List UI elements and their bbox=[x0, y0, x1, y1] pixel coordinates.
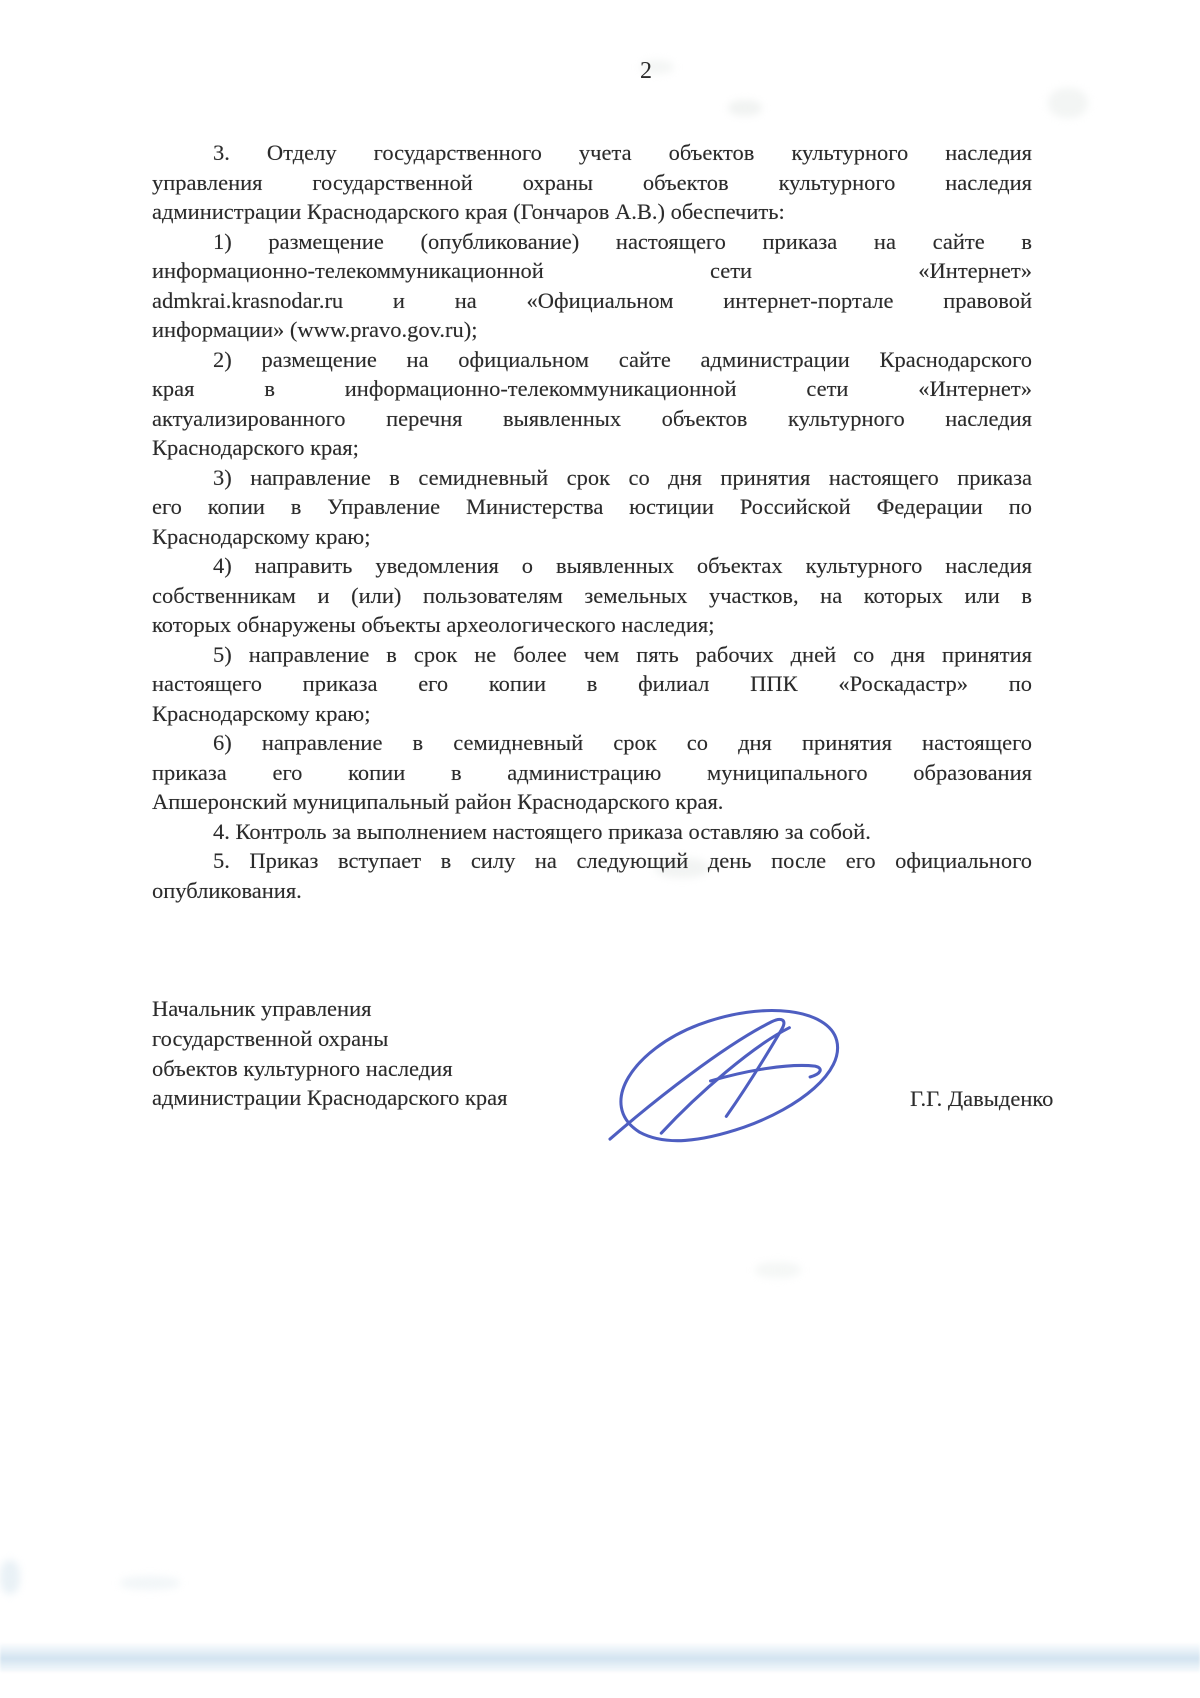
text-line: управления государственной охраны объектов культурного наследия bbox=[152, 169, 1032, 195]
subitem-3 bbox=[152, 463, 1032, 552]
text-line: его копии в Управление Министерства юстиции Российской Федерации по bbox=[152, 494, 1032, 519]
text-line: 2) размещение на официальном сайте администрации Краснодарского bbox=[213, 346, 1032, 372]
text-line: края в информационно-телекоммуникационной сети «Интернет» bbox=[152, 376, 1032, 401]
page-number: 2 bbox=[640, 58, 652, 84]
signatory-title bbox=[152, 994, 622, 1113]
text-line: опубликования. bbox=[152, 877, 302, 903]
text-line: информационно-телекоммуникационной сети «Интернет» bbox=[152, 258, 1032, 283]
scan-band-artifact bbox=[0, 1642, 1200, 1672]
text-line: 4) направить уведомления о выявленных объектах культурного наследия bbox=[213, 553, 1032, 578]
text-line: 5) направление в срок не более чем пять рабочих дней со дня принятия bbox=[213, 641, 1032, 667]
scan-smudge bbox=[120, 1576, 180, 1590]
signatory-title-line: администрации Краснодарского края bbox=[152, 1085, 508, 1111]
subitem-2 bbox=[152, 345, 1032, 463]
text-line: 5. Приказ вступает в силу на следующий день после его официального bbox=[213, 848, 1032, 873]
scan-smudge bbox=[0, 1560, 20, 1594]
text-line: Краснодарского края; bbox=[152, 435, 359, 460]
text-line: Краснодарскому краю; bbox=[152, 700, 371, 726]
scan-smudge bbox=[728, 100, 762, 116]
scan-smudge bbox=[755, 1262, 801, 1278]
scan-smudge bbox=[1048, 88, 1088, 118]
text-line: собственникам и (или) пользователям земельных участков, на которых или в bbox=[152, 582, 1032, 608]
text-line: Апшеронский муниципальный район Краснодарского края. bbox=[152, 789, 724, 814]
text-line: информации» (www.pravo.gov.ru); bbox=[152, 317, 478, 342]
signatory-name: Г.Г. Давыденко bbox=[910, 1086, 1054, 1111]
signatory-title-line: объектов культурного наследия bbox=[152, 1055, 453, 1081]
text-line: 3. Отделу государственного учета объектов культурного наследия bbox=[213, 140, 1032, 165]
document-body bbox=[152, 138, 1032, 905]
signatory-title-line: Начальник управления bbox=[152, 996, 372, 1021]
text-line: 4. Контроль за выполнением настоящего приказа оставляю за собой. bbox=[213, 818, 871, 844]
signoff-block bbox=[152, 994, 1054, 1154]
paragraph-3 bbox=[152, 138, 1032, 227]
text-line: актуализированного перечня выявленных объектов культурного наследия bbox=[152, 405, 1032, 431]
text-line: 6) направление в семидневный срок со дня принятия настоящего bbox=[213, 730, 1032, 755]
text-line: настоящего приказа его копии в филиал ППК «Роскадастр» по bbox=[152, 671, 1032, 696]
text-line: 1) размещение (опубликование) настоящего приказа на сайте в bbox=[213, 228, 1032, 254]
text-line: 3) направление в семидневный срок со дня принятия настоящего приказа bbox=[213, 464, 1032, 490]
subitem-1 bbox=[152, 227, 1032, 345]
subitem-6 bbox=[152, 728, 1032, 817]
text-line: приказа его копии в администрацию муниципального образования bbox=[152, 759, 1032, 785]
handwritten-signature-icon bbox=[602, 1006, 892, 1144]
paragraph-5 bbox=[152, 846, 1032, 905]
text-line: администрации Краснодарского края (Гончаров А.В.) обеспечить: bbox=[152, 199, 785, 224]
signatory-title-line: государственной охраны bbox=[152, 1025, 389, 1051]
text-line: Краснодарскому краю; bbox=[152, 523, 371, 549]
subitem-5 bbox=[152, 640, 1032, 729]
text-line: admkrai.krasnodar.ru и на «Официальном интернет-портале правовой bbox=[152, 287, 1032, 313]
text-line: которых обнаружены объекты археологического наследия; bbox=[152, 612, 715, 637]
paragraph-4 bbox=[152, 817, 1032, 847]
subitem-4 bbox=[152, 551, 1032, 640]
